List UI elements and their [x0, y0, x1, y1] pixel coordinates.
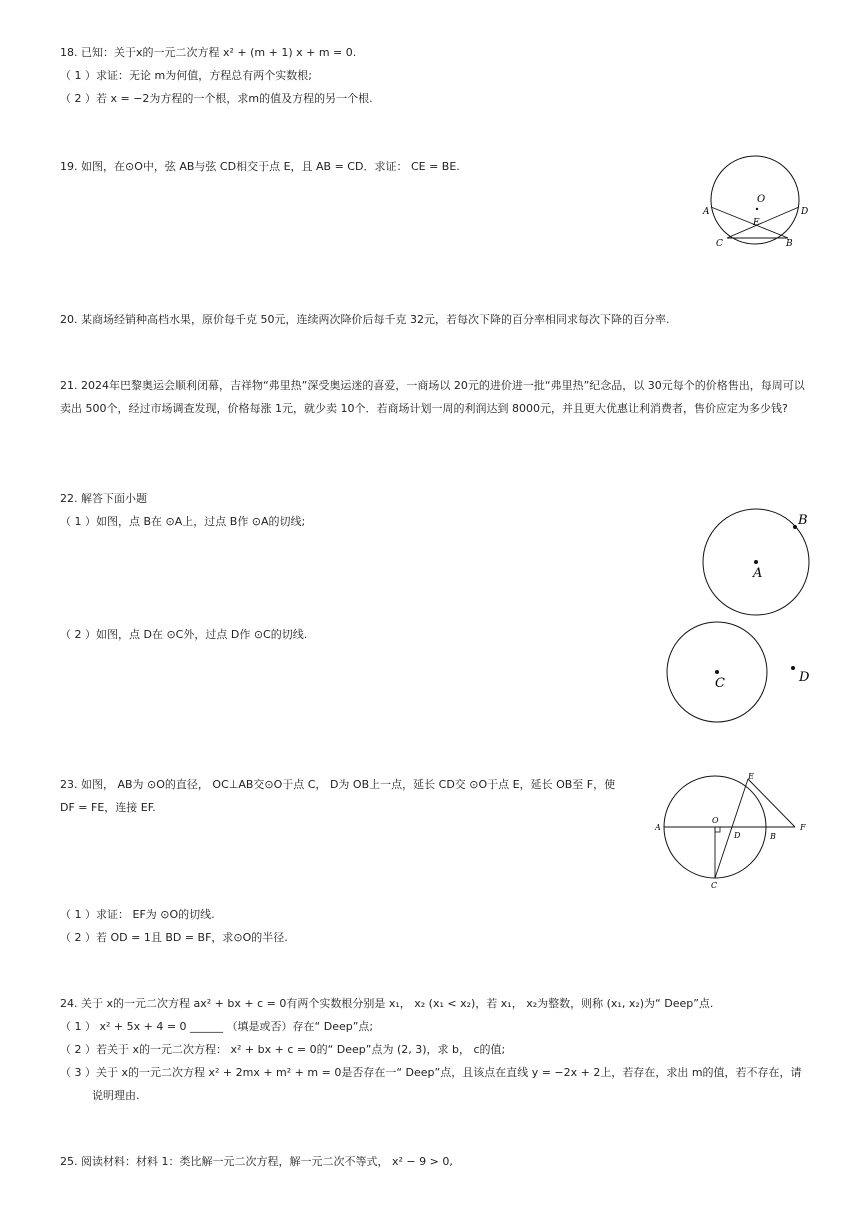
q19-label-e: E: [753, 218, 760, 228]
q22-circle-c-figure: [660, 620, 820, 729]
q24-part3: （ 3 ）关于 x的一元二次方程 x² + 2mx + m² + m = 0是否存在一“ Deep”点，且该点在直线 y = −2x + 2上，若存在，求出 m的值，若不存在，请: [60, 1066, 802, 1079]
q21-stem: 21. 2024年巴黎奥运会顺利闭幕，吉祥物“弗里热”深受奥运迷的喜爱，一商场以 20元的进价进一批“弗里热”纪念品，以 30元每个的价格售出，每周可以卖出 500个，经过市场调查发现，价格每涨 1元，就少卖 10个．若商场计划一周的利润达到 8000元，并且更大优惠让利消费者，售价应定为多少钱?: [60, 379, 805, 415]
q24-stem: 24. 关于 x的一元二次方程 ax² + bx + c = 0有两个实数根分别是 x₁， x₂ (x₁ < x₂)，若 x₁， x₂为整数，则称 (x₁, x₂)为“ Deep”点.: [60, 997, 714, 1010]
q23-stem-line2: DF = FE，连接 EF.: [60, 801, 156, 814]
q23-label-e: E: [748, 772, 754, 781]
q24-part3-continued: 说明理由.: [92, 1089, 140, 1102]
q22-part2: （ 2 ）如图，点 D在 ⊙C外，过点 D作 ⊙C的切线.: [60, 628, 308, 641]
q23-part1: （ 1 ）求证： EF为 ⊙O的切线.: [60, 908, 215, 921]
q23-label-a: A: [655, 823, 661, 832]
q19-label-b: B: [786, 239, 793, 249]
q23-label-f: F: [800, 823, 806, 832]
q18-stem: 18. 已知：关于x的一元二次方程 x² + (m + 1) x + m = 0.: [60, 46, 357, 59]
q22-label-d: D: [799, 670, 810, 685]
q22-part1: （ 1 ）如图，点 B在 ⊙A上，过点 B作 ⊙A的切线;: [60, 515, 306, 528]
q18-part2: （ 2 ）若 x = −2为方程的一个根，求m的值及方程的另一个根.: [60, 92, 373, 105]
q23-stem-line1: 23. 如图， AB为 ⊙O的直径， OC⊥AB交⊙O于点 C， D为 OB上一点，延长 CD交 ⊙O于点 E，延长 OB至 F，使: [60, 778, 616, 791]
q23-part2: （ 2 ）若 OD = 1且 BD = BF，求⊙O的半径.: [60, 931, 288, 944]
q19-label-o: O: [757, 194, 766, 205]
q19-label-d: D: [801, 207, 809, 217]
q20-stem: 20. 某商场经销种高档水果，原价每千克 50元，连续两次降价后每千克 32元，若每次下降的百分率相同求每次下降的百分率.: [60, 313, 670, 326]
q23-label-c: C: [711, 881, 718, 890]
q22-label-b: B: [798, 513, 808, 528]
q19-label-a: A: [703, 207, 710, 217]
q22-circle-a-figure: [698, 505, 823, 624]
q23-label-b: B: [770, 832, 776, 841]
q22-label-c: C: [715, 676, 725, 691]
q22-label-a: A: [753, 566, 763, 581]
q23-label-d: D: [734, 831, 741, 840]
q19-circle-figure: [700, 155, 815, 259]
q25-stem: 25. 阅读材料：材料 1：类比解一元二次方程，解一元二次不等式， x² − 9 > 0,: [60, 1155, 453, 1168]
q24-part2: （ 2 ）若关于 x的一元二次方程： x² + bx + c = 0的“ Deep”点为 (2, 3)，求 b， c的值;: [60, 1043, 506, 1056]
q24-part1: （ 1 ） x² + 5x + 4 = 0 ______ （填是或否）存在“ Deep”点;: [60, 1020, 374, 1033]
q19-stem: 19. 如图，在⊙O中，弦 AB与弦 CD相交于点 E，且 AB = CD．求证： CE = BE.: [60, 160, 460, 173]
q22-stem: 22. 解答下面小题: [60, 492, 147, 505]
q23-circle-figure: [650, 768, 815, 897]
q23-label-o: O: [712, 816, 719, 825]
q18-part1: （ 1 ）求证：无论 m为何值，方程总有两个实数根;: [60, 69, 312, 82]
q19-label-c: C: [716, 239, 723, 249]
